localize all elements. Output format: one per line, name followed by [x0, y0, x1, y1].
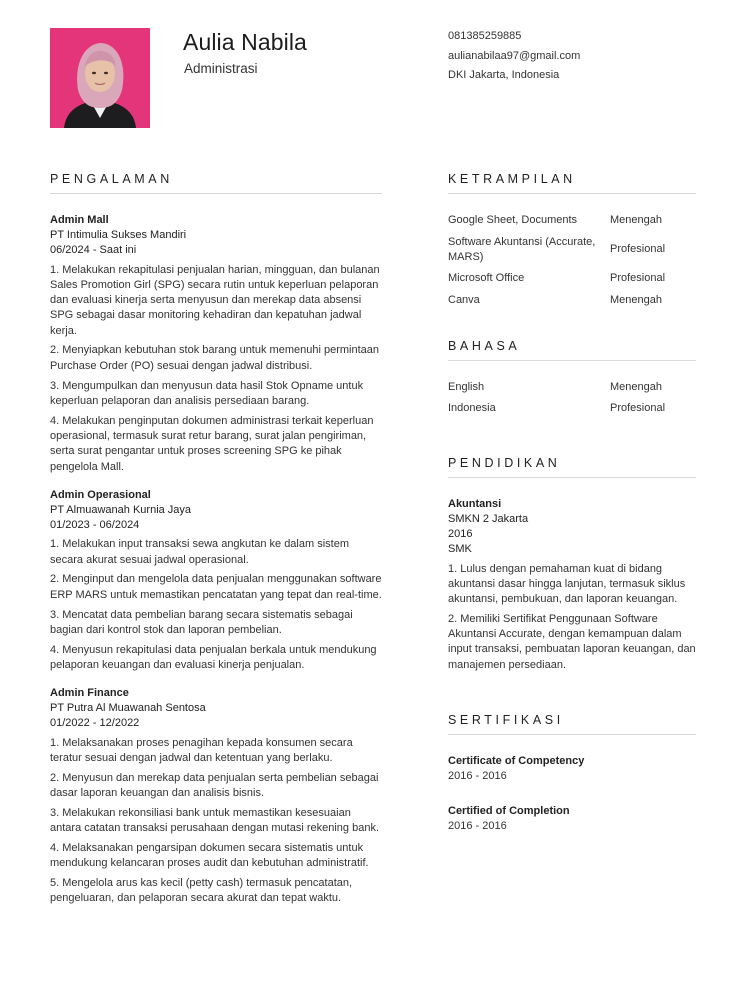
skills-section [448, 172, 696, 308]
job-company: PT Almuawanah Kurnia Jaya [50, 503, 192, 516]
job-duties [50, 537, 382, 673]
email-address: aulianabilaa97@gmail.com [448, 49, 581, 62]
education-year: 2016 [448, 528, 473, 540]
duty-item: 1. Melaksanakan proses penagihan kepada konsumen secara teratur sesuai dengan jadwal dan ketentuan yang berlaku. [50, 736, 353, 765]
duty-item: 2. Menyiapkan kebutuhan stok barang untuk memenuhi permintaan Purchase Order (PO) sesuai dengan jadwal distribusi. [50, 344, 379, 372]
job-company: PT Putra Al Muawanah Sentosa [50, 702, 206, 715]
skill-item [448, 213, 696, 228]
duty-item: 3. Mengumpulkan dan menyusun data hasil Stok Opname untuk keperluan pelaporan dan analisis persediaan barang. [50, 379, 364, 407]
skill-name: Microsoft Office [448, 272, 525, 284]
job-period: 01/2022 - 12/2022 [50, 717, 140, 730]
job-entry [50, 686, 382, 906]
certificate-entry [448, 754, 696, 784]
job-position: Admin Mall [50, 214, 109, 226]
skill-name: Google Sheet, Documents [448, 214, 578, 226]
duty-item: 4. Melakukan penginputan dokumen administrasi terkait keperluan operasional, termasuk surat retur barang, surat jalan pengiriman, serta surat pengantar untuk proses screening SPG ke pihak pengelola Mall. [50, 414, 374, 473]
skill-item [448, 271, 696, 286]
job-duties [50, 736, 382, 907]
skills-heading: KETRAMPILAN [448, 172, 696, 194]
skill-name: Canva [448, 293, 480, 306]
job-position: Admin Operasional [50, 488, 151, 501]
job-entry [50, 213, 382, 475]
right-column [448, 172, 696, 854]
education-point: 2. Memiliki Sertifikat Penggunaan Software Akuntansi Accurate, dengan kemampuan dalam input transaksi, pembuatan laporan keuangan, dan manajemen persediaan. [448, 612, 696, 671]
duty-item: 2. Menyusun dan merekap data penjualan serta pembelian sebagai dasar laporan keuangan dan analisis bisnis. [50, 771, 379, 800]
education-major: Akuntansi [448, 498, 502, 510]
education-section [448, 456, 696, 673]
profile-photo [50, 28, 150, 128]
duty-item: 1. Melakukan input transaksi sewa angkutan ke dalam sistem secara akurat sesuai jadwal operasional. [50, 538, 349, 566]
skill-name: Software Akuntansi (Accurate, MARS) [448, 235, 596, 263]
language-item [448, 401, 696, 416]
duty-item: 1. Melakukan rekapitulasi penjualan harian, mingguan, dan bulanan Sales Promotion Girl (SPG) secara rutin untuk keperluan pelaporan dan evaluasi kinerja serta menyusun dan merekap data absensi SPG sebagai dasar monitoring kehadiran dan kepatuhan jadwal kerja. [50, 263, 380, 337]
duty-item: 4. Menyusun rekapitulasi data penjualan berkala untuk mendukung pelaporan keuangan dan evaluasi kinerja penjualan. [50, 643, 377, 671]
candidate-name: Aulia Nabila [183, 29, 307, 55]
contact-info [448, 29, 580, 88]
job-entry [50, 488, 382, 673]
languages-section [448, 339, 696, 417]
education-heading: PENDIDIKAN [448, 456, 696, 478]
education-school: SMKN 2 Jakarta [448, 513, 529, 525]
duty-item: 4. Melaksanakan pengarsipan dokumen secara sistematis untuk mendukung kelancaran proses audit dan kebutuhan administratif. [50, 842, 369, 870]
language-item [448, 380, 696, 395]
certifications-section [448, 713, 696, 834]
skill-level: Profesional [610, 272, 666, 284]
duty-item: 2. Menginput dan mengelola data penjualan menggunakan software ERP MARS untuk memastikan pencatatan yang tepat dan real-time. [50, 573, 382, 601]
certificate-years: 2016 - 2016 [448, 770, 507, 783]
certificate-entry [448, 804, 696, 834]
skill-level: Menengah [610, 214, 662, 226]
phone-number: 081385259885 [448, 30, 522, 42]
skill-item [448, 293, 696, 308]
education-level: SMK [448, 543, 472, 555]
skill-level: Menengah [610, 293, 662, 306]
duty-item: 3. Mencatat data pembelian barang secara sistematis sebagai bagian dari kontrol stok dan laporan pembelian. [50, 608, 353, 636]
education-point: 1. Lulus dengan pemahaman kuat di bidang akuntansi dasar hingga lanjutan, termasuk siklus akuntansi, pembukuan, dan laporan keuangan. [448, 562, 686, 606]
certificate-name: Certificate of Competency [448, 755, 585, 768]
experience-section [50, 172, 382, 920]
skill-item [448, 235, 696, 265]
candidate-role: Administrasi [184, 61, 258, 76]
certifications-heading: SERTIFIKASI [448, 713, 696, 735]
job-period: 01/2023 - 06/2024 [50, 518, 140, 531]
location: DKI Jakarta, Indonesia [448, 69, 560, 81]
language-name: Indonesia [448, 402, 496, 414]
experience-heading: PENGALAMAN [50, 172, 382, 194]
job-period: 06/2024 - Saat ini [50, 244, 137, 256]
job-position: Admin Finance [50, 687, 129, 700]
skill-level: Profesional [610, 243, 666, 255]
language-level: Menengah [610, 380, 662, 393]
language-level: Profesional [610, 402, 666, 414]
job-company: PT Intimulia Sukses Mandiri [50, 229, 187, 241]
language-name: English [448, 380, 485, 393]
duty-item: 5. Mengelola arus kas kecil (petty cash) termasuk pencatatan, pengeluaran, dan pelaporan secara akurat dan tepat waktu. [50, 877, 353, 905]
job-duties [50, 263, 382, 475]
languages-heading: BAHASA [448, 339, 696, 361]
duty-item: 3. Melakukan rekonsiliasi bank untuk memastikan kesesuaian antara catatan transaksi perusahaan dengan mutasi rekening bank. [50, 806, 379, 835]
certificate-years: 2016 - 2016 [448, 820, 507, 833]
certificate-name: Certified of Completion [448, 805, 570, 818]
